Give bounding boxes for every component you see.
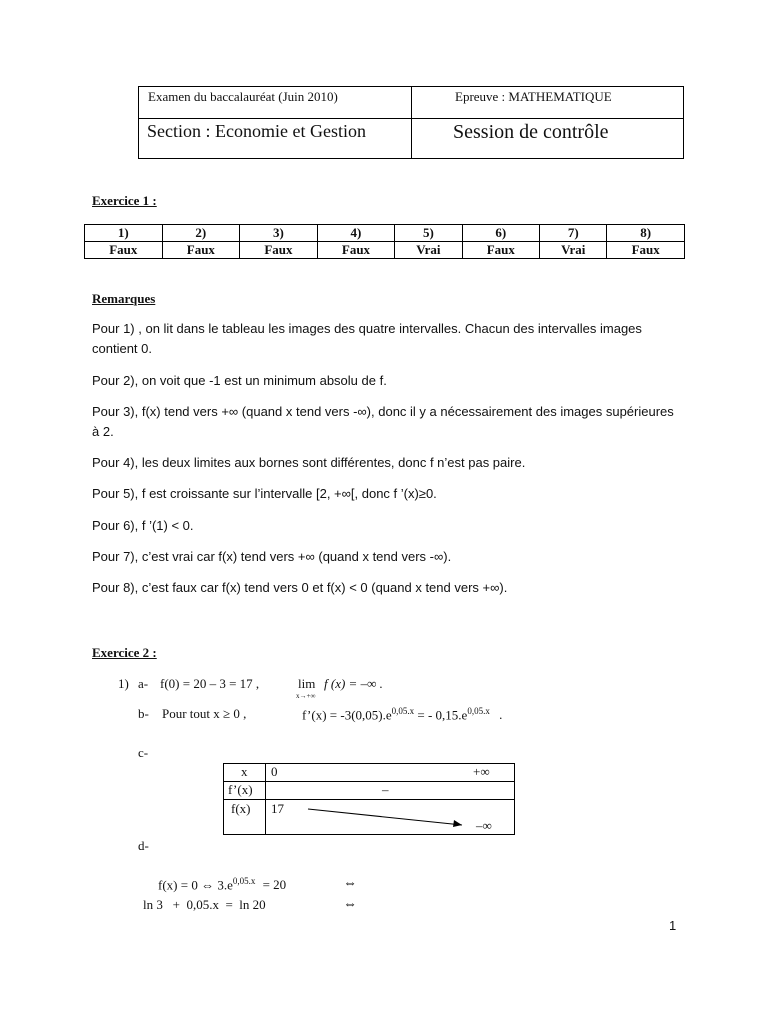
header-divider-vertical [411,87,412,158]
row-derivative-head: f’(x) [228,782,253,797]
remark-1: Pour 1) , on lit dans le tableau les images des quatre intervalles. Chacun des intervalles images contient 0. [92,321,642,356]
answers-values-row [85,242,685,259]
remark-8: Pour 8), c’est faux car f(x) tend vers 0 et f(x) < 0 (quand x tend vers +∞). [92,580,508,595]
answer-value: Vrai [395,242,462,259]
answers-table [84,224,685,259]
remark-3: Pour 3), f(x) tend vers +∞ (quand x tend vers -∞), donc il y a nécessairement des images supérieures à 2. [92,404,674,439]
limit-label: lim [298,676,316,691]
row-x-left: 0 [271,764,278,779]
answer-number: 7) [540,225,607,242]
equation-line-2: ln 3 + 0,05.x = ln 20 [143,897,266,912]
derivative-exponent-1: 0,05.x [391,706,415,716]
part-a-label: a- [138,676,149,691]
answer-value: Faux [462,242,540,259]
part-b-condition: Pour tout x ≥ 0 , [162,706,247,721]
remark-6: Pour 6), f ’(1) < 0. [92,518,194,533]
part-a-text: f(0) = 20 – 3 = 17 , [160,676,260,691]
derivative-expression [302,706,502,723]
row-derivative-sign: – [382,782,389,797]
answer-number: 1) [85,225,163,242]
equation-1-exponent: 0,05.x [232,876,256,886]
section-label: Section : Economie et Gestion [147,121,366,141]
equivalence-icon: ⇔ [343,897,357,912]
remark-7: Pour 7), c’est vrai car f(x) tend vers +∞ (quand x tend vers -∞). [92,549,452,564]
answers-numbers-row [85,225,685,242]
remark-5: Pour 5), f est croissante sur l’intervalle [2, +∞[, donc f ’(x)≥0. [92,486,437,501]
answer-number: 2) [162,225,240,242]
session-label: Session de contrôle [453,121,609,143]
remark-4: Pour 4), les deux limites aux bornes sont différentes, donc f n’est pas paire. [92,455,526,470]
variation-divider-1 [224,781,514,782]
limit-result: f (x) = –∞ . [324,676,383,691]
remarks-title: Remarques [92,291,156,306]
page-number: 1 [669,918,677,933]
part-d-label: d- [138,838,149,853]
row-f-left: 17 [271,801,284,816]
variation-table [223,763,515,835]
equation-1-right: = 20 [262,877,287,893]
answer-number: 8) [607,225,685,242]
answer-value: Faux [607,242,685,259]
answer-value: Vrai [540,242,607,259]
equation-line-1 [158,876,286,893]
answer-value: Faux [240,242,318,259]
row-x-head: x [241,764,248,779]
answer-value: Faux [317,242,395,259]
row-x-right: +∞ [473,764,490,779]
answer-number: 4) [317,225,395,242]
exercise2-title: Exercice 2 : [92,645,157,660]
row-f-head: f(x) [231,801,251,816]
remark-2: Pour 2), on voit que -1 est un minimum absolu de f. [92,373,387,388]
answer-number: 5) [395,225,462,242]
epreuve-label: Epreuve : MATHEMATIQUE [455,89,612,104]
derivative-part-1: f’(x) = -3(0,05).e [302,707,392,723]
exercise1-title: Exercice 1 : [92,193,157,208]
derivative-period: . [499,707,503,723]
equation-1-left: f(x) = 0 ⇔ 3.e [158,877,233,893]
limit-subscript: x→+∞ [296,692,316,700]
equivalence-icon: ⇔ [343,876,357,891]
answer-value: Faux [162,242,240,259]
decreasing-arrow-icon [266,800,516,836]
part-b-label: b- [138,706,149,721]
answer-number: 3) [240,225,318,242]
exam-label: Examen du baccalauréat (Juin 2010) [148,89,338,104]
derivative-exponent-2: 0,05.x [467,706,490,716]
answer-number: 6) [462,225,540,242]
row-f-right: –∞ [476,818,492,833]
question-1-label: 1) [118,676,129,691]
part-c-label: c- [138,745,149,760]
derivative-part-2: = - 0,15.e [417,707,468,723]
answer-value: Faux [85,242,163,259]
header-table [138,86,684,159]
header-divider-horizontal [139,118,683,119]
